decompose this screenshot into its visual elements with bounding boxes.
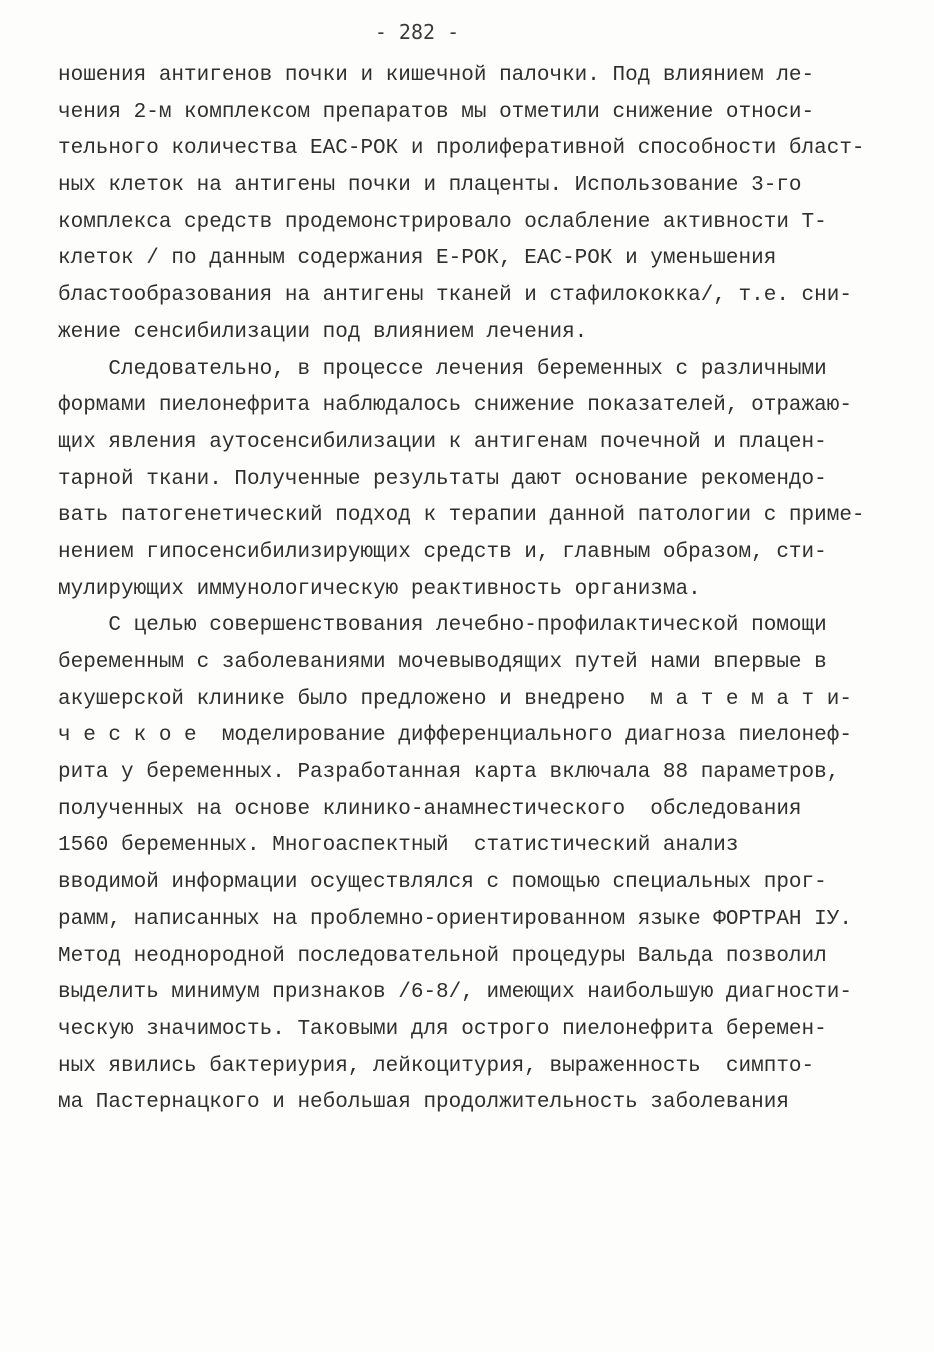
body-text [58, 58, 898, 1122]
text-line: жение сенсибилизации под влиянием лечения. [58, 320, 588, 344]
text-line: вать патогенетический подход к терапии данной патологии с приме- [58, 504, 865, 528]
page-number: - 282 - [374, 20, 460, 44]
text-line: тарной ткани. Полученные результаты дают основание рекомендо- [58, 467, 827, 491]
text-line: чения 2-м комплексом препаратов мы отметили снижение относи- [58, 100, 815, 124]
text-line: Следовательно, в процессе лечения беременных с различными [58, 357, 827, 381]
text-line: ческую значимость. Таковыми для острого пиелонефрита беремен- [58, 1017, 827, 1041]
text-line: акушерской клинике было предложено и внедрено м а т е м а т и- [58, 687, 852, 711]
text-line: ма Пастернацкого и небольшая продолжительность заболевания [58, 1091, 789, 1115]
text-line: клеток / по данным содержания Е-РОК, ЕАС-РОК и уменьшения [58, 247, 777, 271]
text-line: С целью совершенствования лечебно-профилактической помощи [58, 614, 827, 638]
text-line: бластообразования на антигены тканей и стафилококка/, т.е. сни- [58, 284, 852, 308]
text-line: беременным с заболеваниями мочевыводящих путей нами впервые в [58, 651, 827, 674]
text-line: рамм, написанных на проблемно-ориентированном языке ФОРТРАН IУ. [58, 907, 852, 931]
text-line: рита у беременных. Разработанная карта включала 88 параметров, [58, 761, 840, 785]
text-line: формами пиелонефрита наблюдалось снижение показателей, отражаю- [58, 394, 852, 418]
text-line: комплекса средств продемонстрировало ослабление активности Т- [58, 210, 827, 234]
text-line: ных клеток на антигены почки и плаценты. Использование 3-го [58, 174, 802, 198]
text-line: вводимой информации осуществлялся с помощью специальных прог- [58, 871, 827, 895]
text-line: нением гипосенсибилизирующих средств и, главным образом, сти- [58, 540, 827, 564]
text-line: ч е с к о е моделирование дифференциального диагноза пиелонеф- [58, 724, 852, 748]
text-line: выделить минимум признаков /6-8/, имеющих наибольшую диагности- [58, 981, 852, 1005]
text-line: Метод неоднородной последовательной процедуры Вальда позволил [58, 944, 827, 968]
text-line: ношения антигенов почки и кишечной палочки. Под влиянием ле- [58, 64, 815, 87]
text-line: тельного количества ЕАС-РОК и пролиферативной способности бласт- [58, 137, 865, 161]
text-line: мулирующих иммунологическую реактивность организма. [58, 577, 701, 601]
text-line: щих явления аутосенсибилизации к антигенам почечной и плацен- [58, 430, 827, 454]
text-line: полученных на основе клинико-анамнестического обследования [58, 797, 802, 821]
text-line: 1560 беременных. Многоаспектный статистический анализ [58, 834, 739, 858]
text-line: ных явились бактериурия, лейкоцитурия, выраженность симпто- [58, 1054, 815, 1078]
